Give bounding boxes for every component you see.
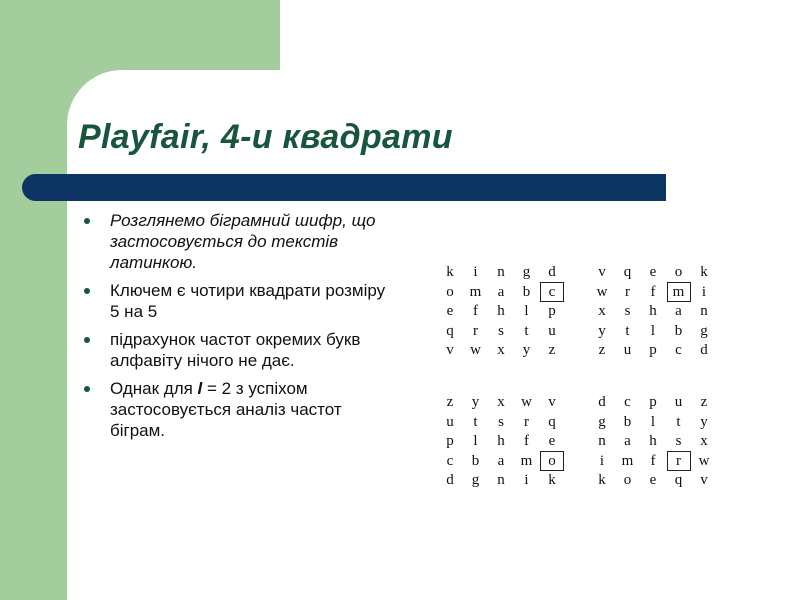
- bullet-icon: [84, 288, 90, 294]
- bullet-text: Ключем є чотири квадрати розміру 5 на 5: [110, 281, 386, 321]
- square-letter: a: [497, 283, 505, 300]
- square-letter: s: [624, 303, 631, 319]
- square-letter: c: [624, 394, 631, 410]
- square-letter: s: [675, 433, 682, 449]
- square-letter: v: [700, 472, 708, 488]
- square-letter: f: [473, 303, 478, 319]
- square-letter: w: [596, 283, 608, 300]
- square-letter: n: [700, 303, 708, 319]
- square-letter: l: [473, 433, 478, 449]
- square-letter: o: [446, 283, 454, 300]
- square-letter: a: [624, 433, 631, 449]
- square-letter: a: [675, 303, 682, 319]
- square-letter: f: [650, 452, 656, 469]
- square-letter: z: [700, 394, 708, 410]
- square-letter: w: [470, 342, 481, 358]
- square-letter: m: [621, 452, 634, 469]
- square-letter: v: [598, 264, 606, 280]
- square-letter: l: [650, 322, 656, 339]
- square-letter: z: [446, 394, 454, 410]
- square-letter: z: [548, 342, 556, 358]
- square-letter: d: [548, 264, 556, 280]
- square-letter: o: [674, 264, 683, 280]
- square-letter: t: [473, 413, 478, 430]
- bullet-icon: [84, 218, 90, 224]
- square-letter: b: [674, 322, 683, 339]
- square-letter: e: [649, 472, 657, 488]
- square-letter: g: [598, 413, 606, 430]
- square-letter: s: [498, 413, 504, 430]
- square-letter: x: [598, 303, 606, 319]
- square-letter: b: [522, 283, 531, 300]
- square-letter: h: [649, 433, 657, 449]
- square-letter: k: [598, 472, 606, 488]
- square-letter: r: [473, 322, 478, 339]
- square-letter: q: [548, 413, 556, 430]
- square-letter: h: [497, 433, 505, 449]
- square-letter: x: [497, 342, 505, 358]
- square-letter: h: [497, 303, 505, 319]
- square-letter: p: [649, 342, 657, 358]
- square-letter: y: [598, 322, 606, 339]
- square-letter: g: [471, 472, 480, 488]
- square-letter: b: [623, 413, 632, 430]
- four-squares: [440, 262, 720, 492]
- square-letter: s: [498, 322, 504, 339]
- bullet-text: підрахунок частот окремих букв алфавіту нічого не дає.: [110, 330, 361, 370]
- square-letter: k: [446, 264, 454, 280]
- square-letter: h: [649, 303, 657, 319]
- green-side-band: [0, 0, 67, 600]
- square-letter: p: [649, 394, 657, 410]
- square-letter: k: [700, 264, 708, 280]
- square-letter: m: [520, 452, 533, 469]
- square-letter: r: [667, 451, 691, 471]
- square-letter: d: [700, 342, 708, 358]
- square-letter: z: [598, 342, 606, 358]
- square-letter: r: [625, 283, 630, 300]
- square-letter: y: [700, 413, 708, 430]
- square-letter: i: [473, 264, 478, 280]
- square-letter: n: [497, 472, 505, 488]
- square-letter: p: [446, 433, 454, 449]
- square-letter: l: [524, 303, 529, 319]
- square-letter: c: [540, 282, 564, 302]
- bullet-icon: [84, 386, 90, 392]
- square-letter: t: [625, 322, 630, 339]
- square-letter: v: [548, 394, 556, 410]
- square-letter: m: [667, 282, 691, 302]
- square-letter: e: [446, 303, 454, 319]
- square-letter: d: [446, 472, 454, 488]
- square-letter: g: [522, 264, 531, 280]
- square-letter: r: [524, 413, 529, 430]
- title-divider-bar: [22, 174, 666, 201]
- square-letter: u: [623, 342, 632, 358]
- bullet-list: [78, 210, 398, 448]
- square-letter: c: [446, 452, 454, 469]
- square-letter: i: [599, 452, 605, 469]
- square-letter: c: [675, 342, 682, 358]
- square-letter: f: [650, 283, 656, 300]
- square-letter: t: [524, 322, 529, 339]
- square-letter: u: [446, 413, 454, 430]
- square-letter: q: [674, 472, 683, 488]
- square-letter: o: [623, 472, 632, 488]
- square-letter: x: [497, 394, 505, 410]
- square-letter: i: [701, 283, 707, 300]
- square-letter: q: [446, 322, 454, 339]
- bullet-variable: l: [197, 379, 203, 398]
- square-letter: b: [471, 452, 480, 469]
- square-letter: n: [598, 433, 606, 449]
- square-letter: n: [497, 264, 505, 280]
- square-letter: o: [540, 451, 564, 471]
- bullet-item: [78, 210, 398, 273]
- bullet-text: Розглянемо біграмний шифр, що застосовується до текстів латинкою.: [110, 211, 376, 272]
- square-letter: v: [446, 342, 454, 358]
- square-letter: y: [471, 394, 480, 410]
- square-letter: k: [548, 472, 556, 488]
- square-letter: w: [521, 394, 532, 410]
- bullet-icon: [84, 337, 90, 343]
- square-letter: i: [524, 472, 529, 488]
- square-letter: u: [674, 394, 683, 410]
- square-letter: d: [598, 394, 606, 410]
- bullet-item: [78, 329, 398, 371]
- square-letter: m: [469, 283, 482, 300]
- bullet-text-suffix: = 2 з успіхом застосовується аналіз частот біграм.: [110, 379, 342, 440]
- square-letter: l: [650, 413, 656, 430]
- square-letter: q: [623, 264, 632, 280]
- square-letter: x: [700, 433, 708, 449]
- slide-title: Playfair, 4-и квадрати: [78, 118, 453, 156]
- square-letter: e: [649, 264, 657, 280]
- square-letter: w: [698, 452, 710, 469]
- square-letter: e: [548, 433, 556, 449]
- square-letter: g: [700, 322, 708, 339]
- square-letter: u: [548, 322, 556, 339]
- bullet-text-prefix: Однак для: [110, 379, 198, 398]
- bullet-item: [78, 280, 398, 322]
- square-letter: y: [522, 342, 531, 358]
- bullet-item: [78, 378, 398, 441]
- square-letter: p: [548, 303, 556, 319]
- square-letter: f: [524, 433, 529, 449]
- square-letter: t: [676, 413, 681, 430]
- square-letter: a: [497, 452, 505, 469]
